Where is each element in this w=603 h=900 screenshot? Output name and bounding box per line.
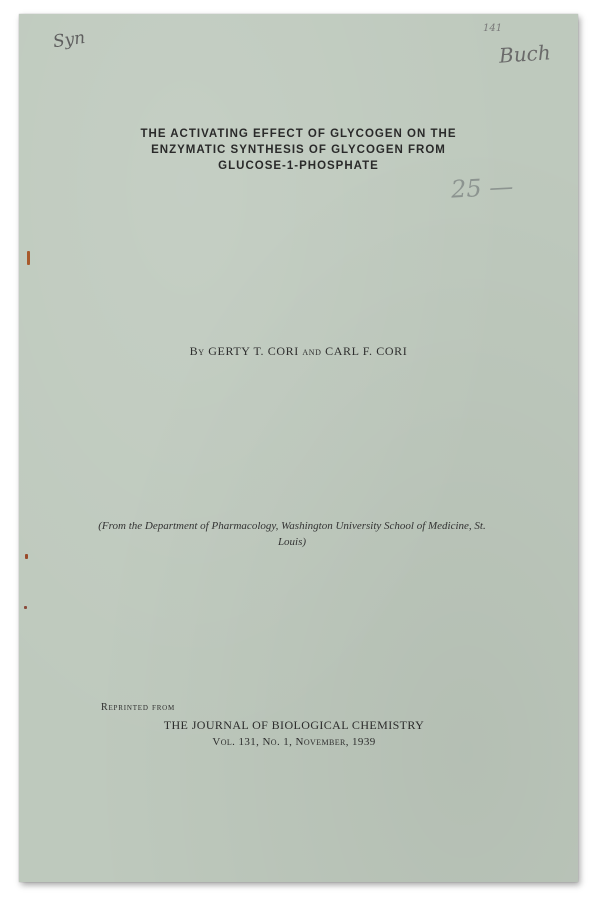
author-name: CARL F. CORI xyxy=(325,344,408,358)
author-line xyxy=(19,344,578,359)
volume-info: Vol. 131, No. 1, November, 1939 xyxy=(212,736,376,748)
author-name: GERTY T. CORI xyxy=(208,344,299,358)
handwritten-note-top-right: Buch xyxy=(498,40,552,68)
title-line: GLUCOSE-1-PHOSPHATE xyxy=(218,160,379,172)
title-line: ENZYMATIC SYNTHESIS OF GLYCOGEN FROM xyxy=(151,144,446,156)
handwritten-note-top-left: Syn xyxy=(51,27,87,53)
and-label: and xyxy=(302,344,322,358)
by-label: By xyxy=(189,344,205,358)
journal-name: THE JOURNAL OF BIOLOGICAL CHEMISTRY xyxy=(163,718,425,732)
affiliation-note: (From the Department of Pharmacology, Washington University School of Medicine, St. Louis) xyxy=(98,520,486,548)
handwritten-price: 25 — xyxy=(450,172,514,204)
reprint-cover xyxy=(19,14,578,882)
reprinted-from-label: Reprinted from xyxy=(101,702,176,713)
rust-mark xyxy=(24,606,27,609)
title-line: THE ACTIVATING EFFECT OF GLYCOGEN ON THE xyxy=(140,128,457,140)
handwritten-number: 141 xyxy=(483,23,503,34)
rust-mark xyxy=(25,554,28,559)
rust-mark xyxy=(27,251,30,265)
article-title xyxy=(19,126,578,174)
